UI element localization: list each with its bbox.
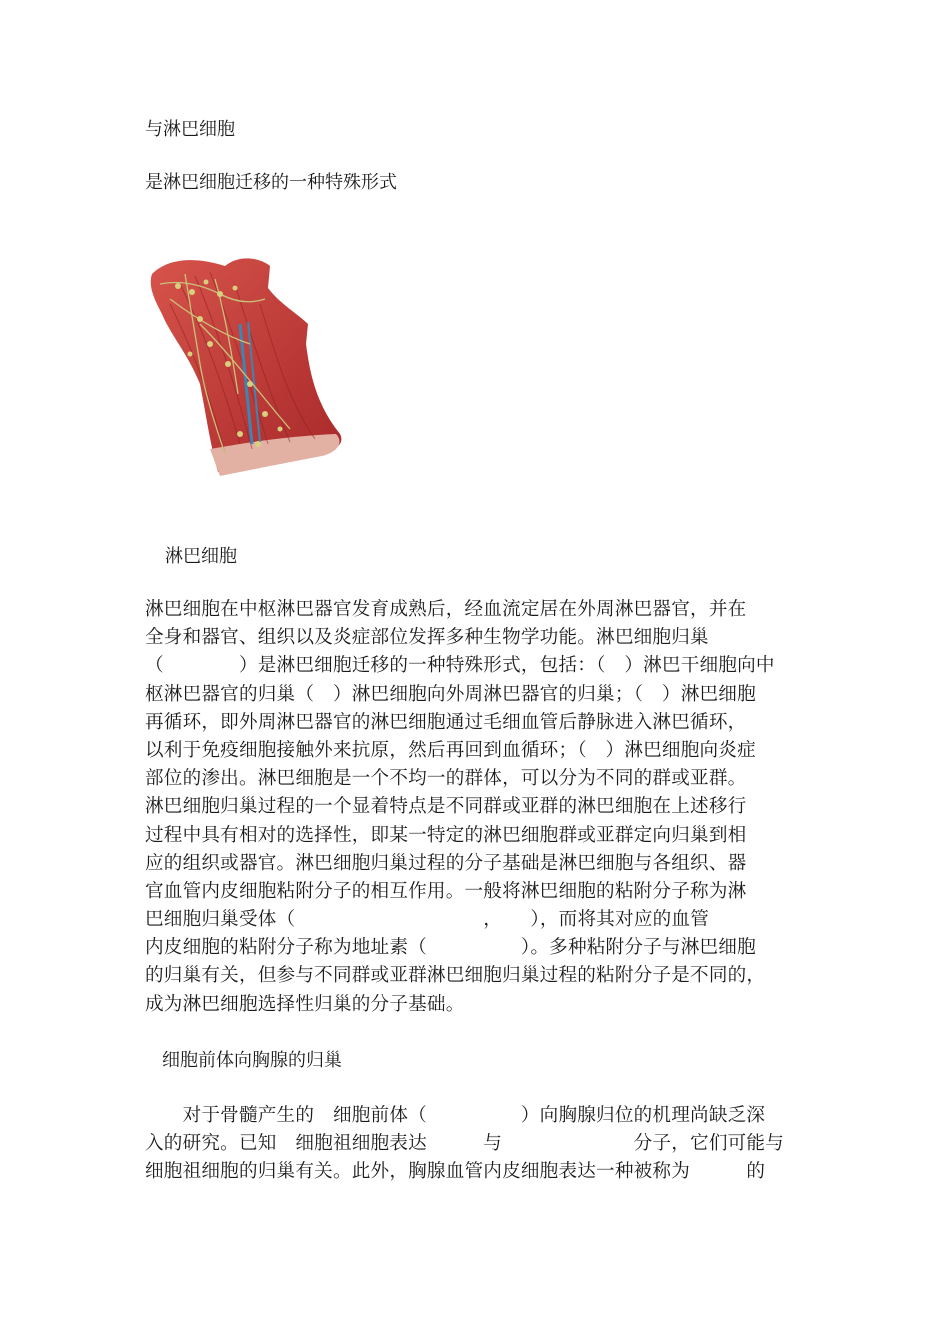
paragraph-line: 部位的渗出。淋巴细胞是一个不均一的群体，可以分为不同的群或亚群。 <box>145 768 747 790</box>
paragraph-line: 应的组织或器官。淋巴细胞归巢过程的分子基础是淋巴细胞与各组织、器 <box>145 852 747 874</box>
anatomy-neck-lymph-figure <box>140 244 355 484</box>
paragraph-line: 对于骨髓产生的 细胞前体（ ）向胸腺归位的机理尚缺乏深 <box>145 1105 766 1126</box>
paragraph-line: 细胞祖细胞的归巢有关。此外，胸腺血管内皮细胞表达一种被称为 的 <box>145 1161 766 1183</box>
section2-paragraph <box>145 1102 815 1187</box>
paragraph-line: 全身和器官、组织以及炎症部位发挥多种生物学功能。淋巴细胞归巢 <box>145 627 709 649</box>
section1-paragraph <box>145 596 815 1019</box>
top-heading-1: 与淋巴细胞 <box>145 119 235 140</box>
section1-title: 淋巴细胞 <box>165 546 237 567</box>
paragraph-line: 枢淋巴器官的归巢（ ）淋巴细胞向外周淋巴器官的归巢；（ ）淋巴细胞 <box>145 683 756 705</box>
paragraph-line: 过程中具有相对的选择性，即某一特定的淋巴细胞群或亚群定向归巢到相 <box>145 824 747 846</box>
paragraph-line: 再循环，即外周淋巴器官的淋巴细胞通过毛细血管后静脉进入淋巴循环， <box>145 711 747 733</box>
paragraph-line: 淋巴细胞归巢过程的一个显着特点是不同群或亚群的淋巴细胞在上述移行 <box>145 796 747 818</box>
paragraph-line: 以利于免疫细胞接触外来抗原，然后再回到血循环；（ ）淋巴细胞向炎症 <box>145 739 756 761</box>
paragraph-line: （ ）是淋巴细胞迁移的一种特殊形式，包括：（ ）淋巴干细胞向中 <box>145 655 775 677</box>
paragraph-line: 成为淋巴细胞选择性归巢的分子基础。 <box>145 993 465 1015</box>
top-heading-2: 是淋巴细胞迁移的一种特殊形式 <box>145 172 397 193</box>
paragraph-line: 巴细胞归巢受体（ ， ），而将其对应的血管 <box>145 909 710 931</box>
paragraph-line: 官血管内皮细胞粘附分子的相互作用。一般将淋巴细胞的粘附分子称为淋 <box>145 880 747 902</box>
paragraph-line: 内皮细胞的粘附分子称为地址素（ ）。多种粘附分子与淋巴细胞 <box>145 937 756 959</box>
anatomy-figure-svg <box>140 244 355 484</box>
paragraph-line: 的归巢有关，但参与不同群或亚群淋巴细胞归巢过程的粘附分子是不同的， <box>145 965 766 987</box>
paragraph-line: 淋巴细胞在中枢淋巴器官发育成熟后，经血流定居在外周淋巴器官，并在 <box>145 599 747 620</box>
section2-title: 细胞前体向胸腺的归巢 <box>162 1050 342 1071</box>
paragraph-line: 入的研究。已知 细胞祖细胞表达 与 分子，它们可能与 <box>145 1133 784 1155</box>
